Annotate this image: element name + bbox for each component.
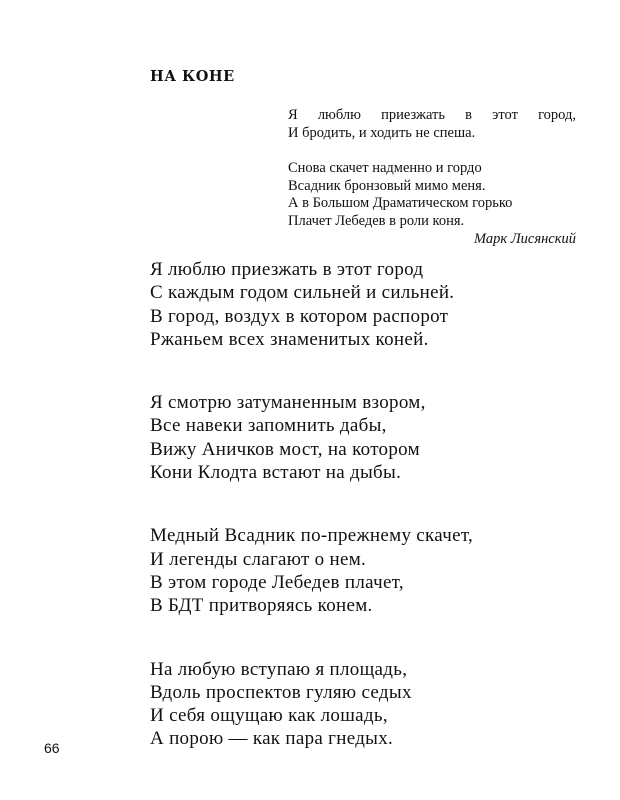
poem-title: НА КОНЕ bbox=[150, 68, 235, 85]
poem-line: В этом городе Лебедев плачет, bbox=[150, 571, 404, 593]
epigraph-line: А в Большом Драматическом горько bbox=[288, 195, 513, 211]
epigraph-line: Я люблю приезжать в этот город, bbox=[288, 107, 576, 123]
poem-line: В БДТ притворяясь конем. bbox=[150, 595, 373, 617]
poem-line: Вижу Аничков мост, на котором bbox=[150, 438, 420, 460]
epigraph-line: Снова скачет надменно и гордо bbox=[288, 160, 482, 176]
epigraph-stanza bbox=[288, 160, 576, 230]
poem-stanza bbox=[150, 391, 550, 484]
poem-line: В город, воздух в котором распорот bbox=[150, 305, 449, 327]
epigraph-line: И бродить, и ходить не спеша. bbox=[288, 124, 476, 141]
poem-line: Кони Клодта встают на дыбы. bbox=[150, 462, 402, 484]
poem-line: И себя ощущаю как лошадь, bbox=[150, 705, 388, 727]
poem-line: На любую вступаю я площадь, bbox=[150, 658, 408, 680]
epigraph-author: Марк Лисянский bbox=[474, 231, 576, 247]
poem-line: Ржаньем всех знаменитых коней. bbox=[150, 328, 429, 350]
poem-line: Вдоль проспектов гуляю седых bbox=[150, 681, 412, 703]
poem-line: С каждым годом сильней и сильней. bbox=[150, 282, 455, 304]
poem-body bbox=[150, 258, 550, 791]
epigraph bbox=[288, 107, 576, 249]
poem-stanza bbox=[150, 524, 550, 617]
page-number: 66 bbox=[44, 740, 60, 756]
epigraph-line: Плачет Лебедев в роли коня. bbox=[288, 212, 465, 229]
poem-stanza bbox=[150, 258, 550, 351]
poem-stanza bbox=[150, 658, 550, 751]
poem-line: А порою — как пара гнедых. bbox=[150, 728, 394, 750]
epigraph-stanza bbox=[288, 107, 576, 142]
poem-line: Все навеки запомнить дабы, bbox=[150, 415, 387, 437]
poem-line: Я люблю приезжать в этот город bbox=[150, 259, 424, 280]
poem-line: Я смотрю затуманенным взором, bbox=[150, 392, 426, 414]
poem-line: Медный Всадник по-прежнему скачет, bbox=[150, 525, 474, 547]
poem-line: И легенды слагают о нем. bbox=[150, 548, 367, 570]
epigraph-line: Всадник бронзовый мимо меня. bbox=[288, 177, 486, 194]
